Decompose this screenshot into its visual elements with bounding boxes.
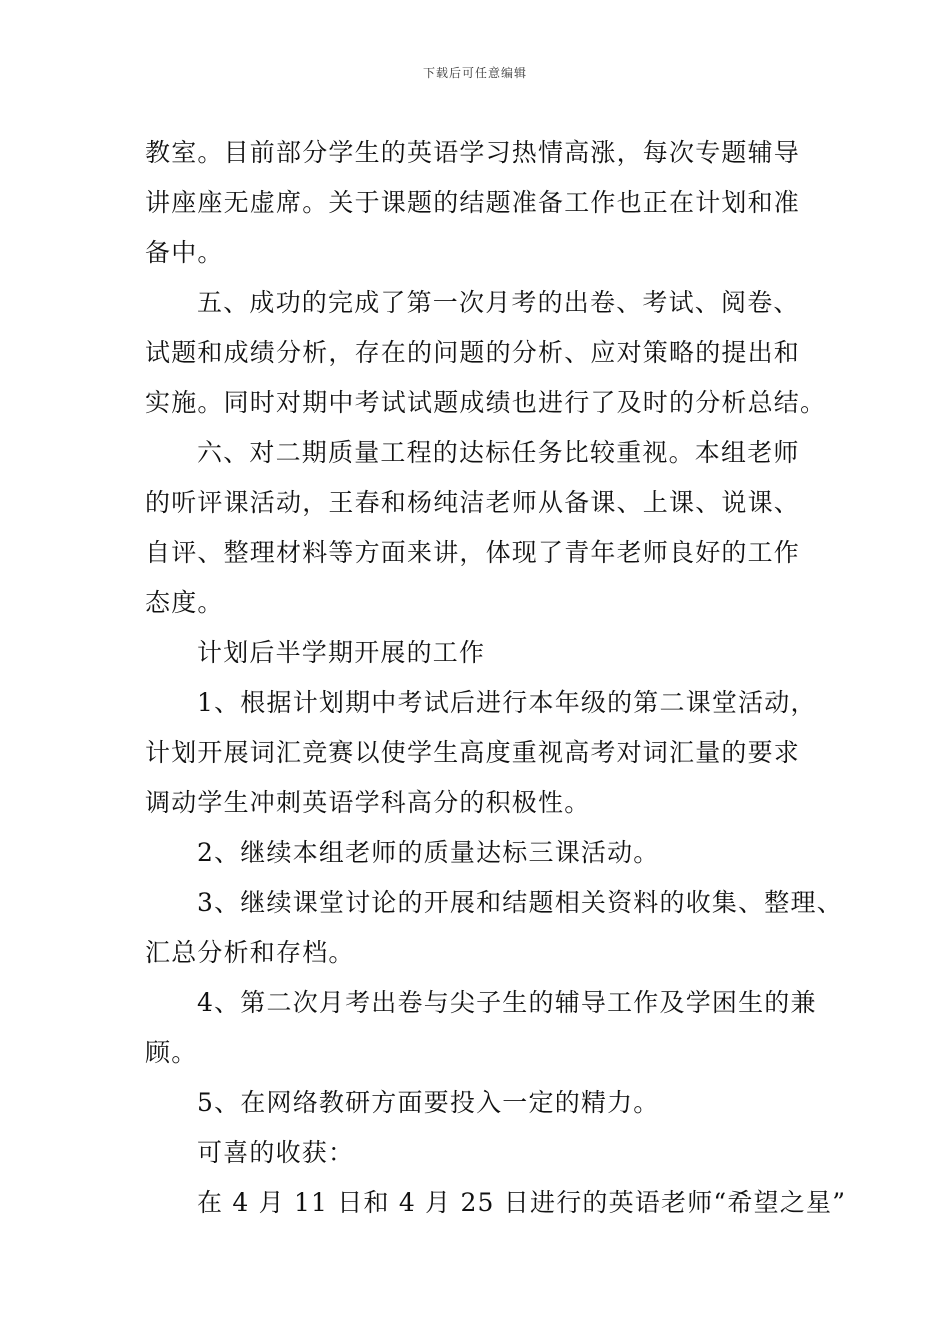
- text-line: 汇总分析和存档。: [145, 938, 355, 967]
- text-line: 顾。: [145, 1038, 198, 1067]
- plan-item-4: [145, 978, 835, 1078]
- text-line: 5、在网络教研方面要投入一定的精力。: [197, 1088, 660, 1117]
- text-line: 调动学生冲刺英语学科高分的积极性。: [145, 788, 591, 817]
- text-line: 自评、整理材料等方面来讲，体现了青年老师良好的工作: [145, 538, 801, 567]
- text-line: 4、第二次月考出卷与尖子生的辅导工作及学困生的兼: [197, 988, 817, 1017]
- section-heading-harvest: [145, 1128, 835, 1178]
- text-line: 六、对二期质量工程的达标任务比较重视。本组老师: [197, 438, 800, 467]
- document-body: [145, 128, 847, 1228]
- text-line: 计划后半学期开展的工作: [197, 638, 486, 667]
- plan-item-5: [145, 1078, 835, 1128]
- text-line: 备中。: [145, 238, 224, 267]
- paragraph-item-five: [145, 278, 835, 428]
- text-line: 教室。目前部分学生的英语学习热情高涨，每次专题辅导: [145, 138, 801, 167]
- paragraph-item-six: [145, 428, 835, 628]
- text-line: 试题和成绩分析，存在的问题的分析、应对策略的提出和: [145, 338, 801, 367]
- text-line: 实施。同时对期中考试试题成绩也进行了及时的分析总结。: [145, 388, 827, 417]
- text-line: 2、继续本组老师的质量达标三课活动。: [197, 838, 660, 867]
- page-header: 下载后可任意编辑: [422, 66, 527, 80]
- section-heading-plan: [145, 628, 835, 678]
- text-line: 1、根据计划期中考试后进行本年级的第二课堂活动，: [197, 688, 817, 717]
- plan-item-1: [145, 678, 835, 828]
- text-line: 计划开展词汇竞赛以使学生高度重视高考对词汇量的要求: [145, 738, 801, 767]
- plan-item-2: [145, 828, 835, 878]
- text-line: 五、成功的完成了第一次月考的出卷、考试、阅卷、: [197, 288, 800, 317]
- text-line: 3、继续课堂讨论的开展和结题相关资料的收集、整理、: [197, 888, 843, 917]
- plan-item-3: [145, 878, 843, 978]
- text-line: 态度。: [145, 588, 224, 617]
- text-line: 在 4 月 11 日和 4 月 25 日进行的英语老师“希望之星”: [197, 1188, 847, 1217]
- text-line: 可喜的收获：: [197, 1138, 355, 1167]
- text-line: 讲座座无虚席。关于课题的结题准备工作也正在计划和准: [145, 188, 801, 217]
- harvest-paragraph: [145, 1178, 847, 1228]
- text-line: 的听评课活动，王春和杨纯洁老师从备课、上课、说课、: [145, 488, 801, 517]
- paragraph-continuation: [145, 128, 835, 278]
